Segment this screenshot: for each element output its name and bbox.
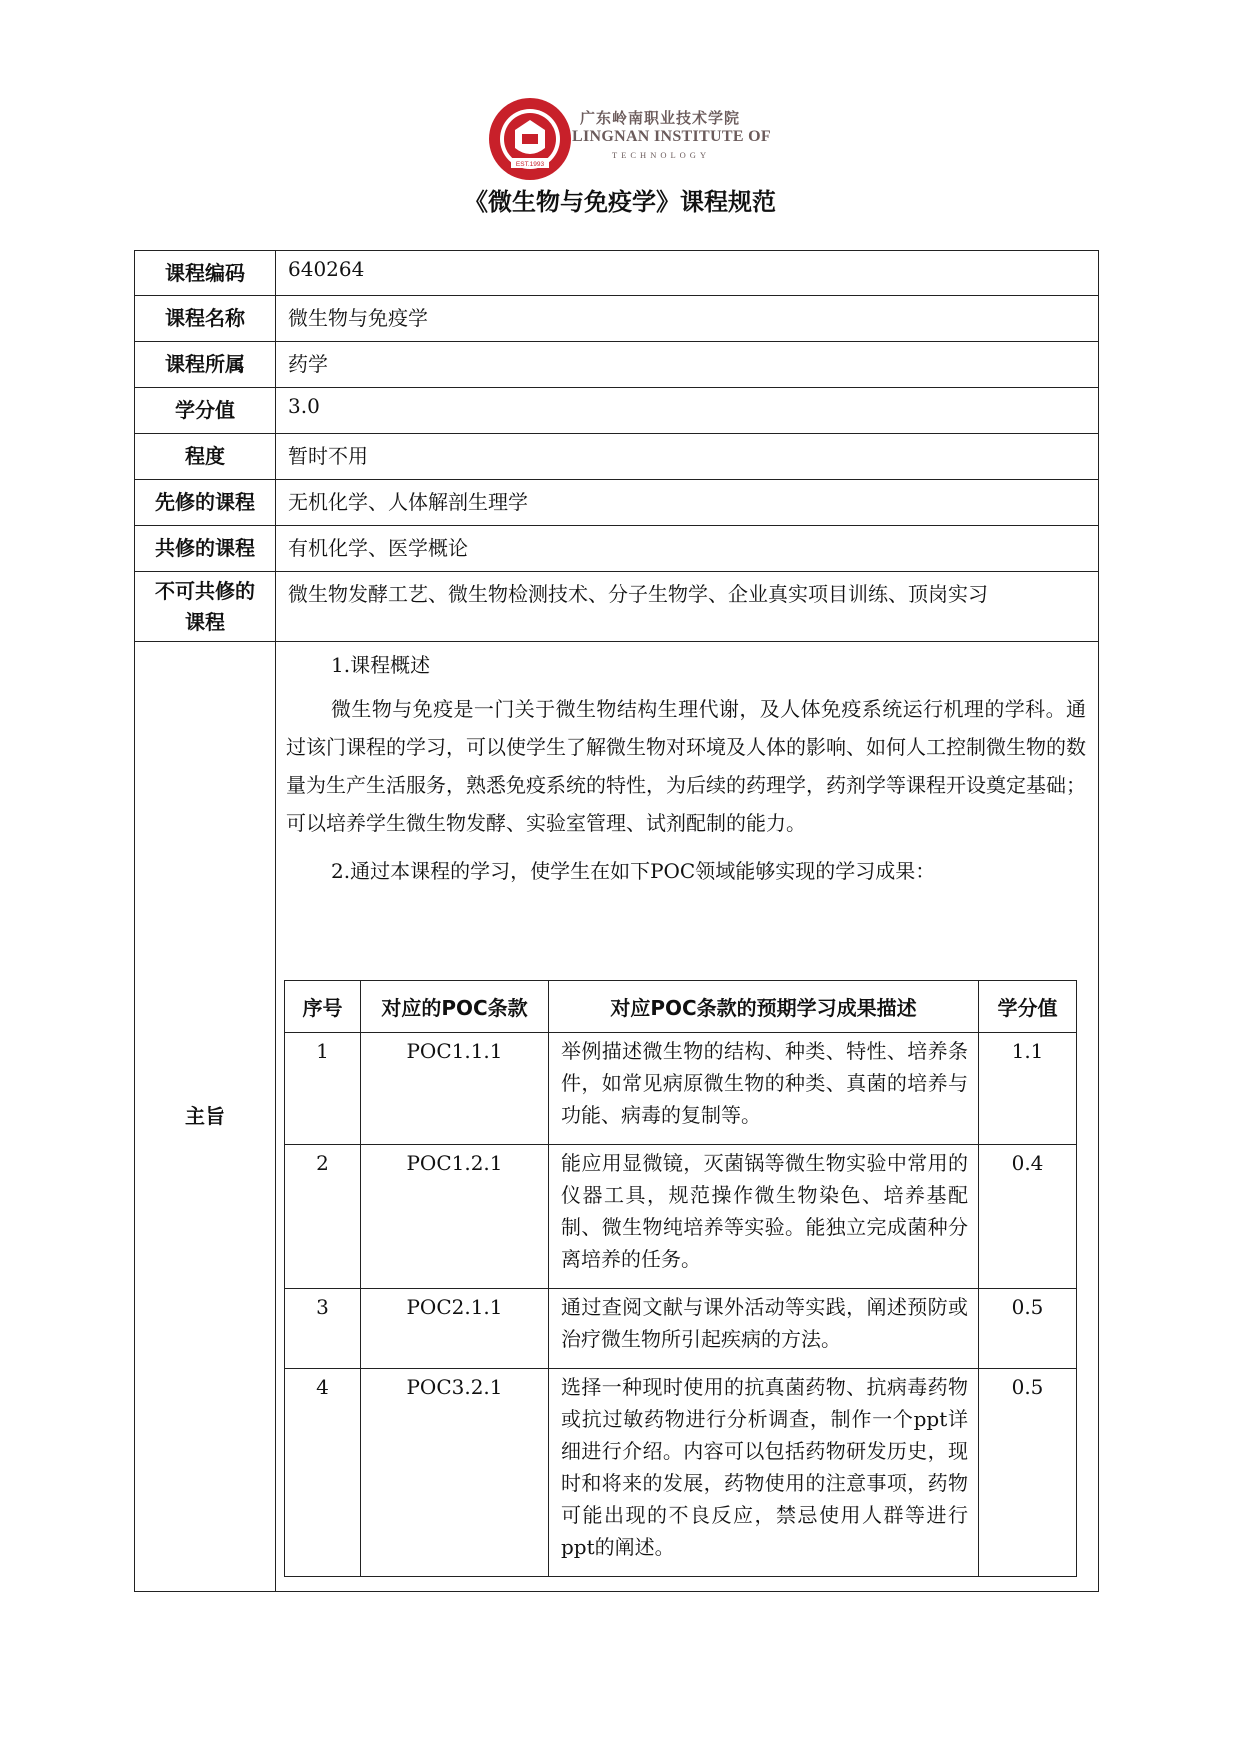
info-row-department <box>135 342 1099 388</box>
cell-no: 3 <box>285 1289 361 1369</box>
row-label: 课程所属 <box>135 342 276 388</box>
cell-poc: POC1.2.1 <box>361 1145 549 1289</box>
table-row <box>285 1289 1077 1369</box>
cell-desc: 举例描述微生物的结构、种类、特性、培养条件，如常见病原微生物的种类、真菌的培养与功能、病毒的复制等。 <box>549 1033 979 1145</box>
seal-est-text: EST.1993 <box>515 161 545 168</box>
row-value: 微生物与免疫学 <box>276 296 1099 342</box>
cell-no: 2 <box>285 1145 361 1289</box>
col-header-credit: 学分值 <box>979 981 1077 1033</box>
purpose-content <box>276 642 1099 1592</box>
col-header-poc: 对应的POC条款 <box>361 981 549 1033</box>
row-label-line2: 课程 <box>185 609 225 634</box>
cell-credit: 1.1 <box>979 1033 1077 1145</box>
row-value: 药学 <box>276 342 1099 388</box>
cell-no: 4 <box>285 1369 361 1577</box>
info-row-level <box>135 434 1099 480</box>
row-value: 无机化学、人体解剖生理学 <box>276 480 1099 526</box>
purpose-row <box>135 642 1099 1592</box>
institution-name-en-sub: TECHNOLOGY <box>612 150 711 160</box>
row-value: 暂时不用 <box>276 434 1099 480</box>
row-value: 有机化学、医学概论 <box>276 526 1099 572</box>
info-row-name <box>135 296 1099 342</box>
cell-credit: 0.5 <box>979 1369 1077 1577</box>
cell-credit: 0.4 <box>979 1145 1077 1289</box>
row-label: 共修的课程 <box>135 526 276 572</box>
cell-poc: POC1.1.1 <box>361 1033 549 1145</box>
table-row <box>285 1369 1077 1577</box>
poc-header-row <box>285 981 1077 1033</box>
row-value: 640264 <box>276 251 1099 296</box>
cell-credit: 0.5 <box>979 1289 1077 1369</box>
cell-desc: 能应用显微镜，灭菌锅等微生物实验中常用的仪器工具，规范操作微生物染色、培养基配制、微生物纯培养等实验。能独立完成菌种分离培养的任务。 <box>549 1145 979 1289</box>
info-row-credit <box>135 388 1099 434</box>
row-value: 3.0 <box>276 388 1099 434</box>
cell-desc: 选择一种现时使用的抗真菌药物、抗病毒药物或抗过敏药物进行分析调查，制作一个ppt详细进行介绍。内容可以包括药物研发历史，现时和将来的发展，药物使用的注意事项，药物可能出现的不良反应，禁忌使用人群等进行ppt的阐述。 <box>549 1369 979 1577</box>
row-label-line1: 不可共修的 <box>155 578 255 603</box>
row-label: 先修的课程 <box>135 480 276 526</box>
info-row-prerequisite <box>135 480 1099 526</box>
info-row-corequisite <box>135 526 1099 572</box>
cell-no: 1 <box>285 1033 361 1145</box>
section1-body: 微生物与免疫是一门关于微生物结构生理代谢，及人体免疫系统运行机理的学科。通过该门课程的学习，可以使学生了解微生物对环境及人体的影响、如何人工控制微生物的数量为生产生活服务，熟悉免疫系统的特性，为后续的药理学，药剂学等课程开设奠定基础；可以培养学生微生物发酵、实验室管理、试剂配制的能力。 <box>286 697 1086 835</box>
course-spec-table <box>134 250 1099 1592</box>
table-row <box>285 1145 1077 1289</box>
info-row-code <box>135 251 1099 296</box>
poc-table <box>284 980 1077 1577</box>
row-label: 课程名称 <box>135 296 276 342</box>
school-seal-logo <box>487 96 573 182</box>
cell-poc: POC2.1.1 <box>361 1289 549 1369</box>
section1-heading: 1.课程概述 <box>331 653 431 677</box>
institution-name-cn: 广东岭南职业技术学院 <box>580 109 741 127</box>
row-label: 学分值 <box>135 388 276 434</box>
col-header-desc: 对应POC条款的预期学习成果描述 <box>549 981 979 1033</box>
document-title: 《微生物与免疫学》课程规范 <box>464 188 776 216</box>
cell-desc: 通过查阅文献与课外活动等实践，阐述预防或治疗微生物所引起疾病的方法。 <box>549 1289 979 1369</box>
cell-poc: POC3.2.1 <box>361 1369 549 1577</box>
institution-name-en: LINGNAN INSTITUTE OF <box>572 128 771 145</box>
section2-heading: 2.通过本课程的学习，使学生在如下POC领域能够实现的学习成果： <box>331 859 936 883</box>
row-label: 课程编码 <box>135 251 276 296</box>
col-header-no: 序号 <box>285 981 361 1033</box>
info-row-exclusion <box>135 572 1099 642</box>
row-value: 微生物发酵工艺、微生物检测技术、分子生物学、企业真实项目训练、顶岗实习 <box>276 572 1099 642</box>
purpose-label: 主旨 <box>135 642 276 1592</box>
row-label <box>135 572 276 642</box>
document-header <box>0 96 1240 186</box>
table-row <box>285 1033 1077 1145</box>
row-label: 程度 <box>135 434 276 480</box>
